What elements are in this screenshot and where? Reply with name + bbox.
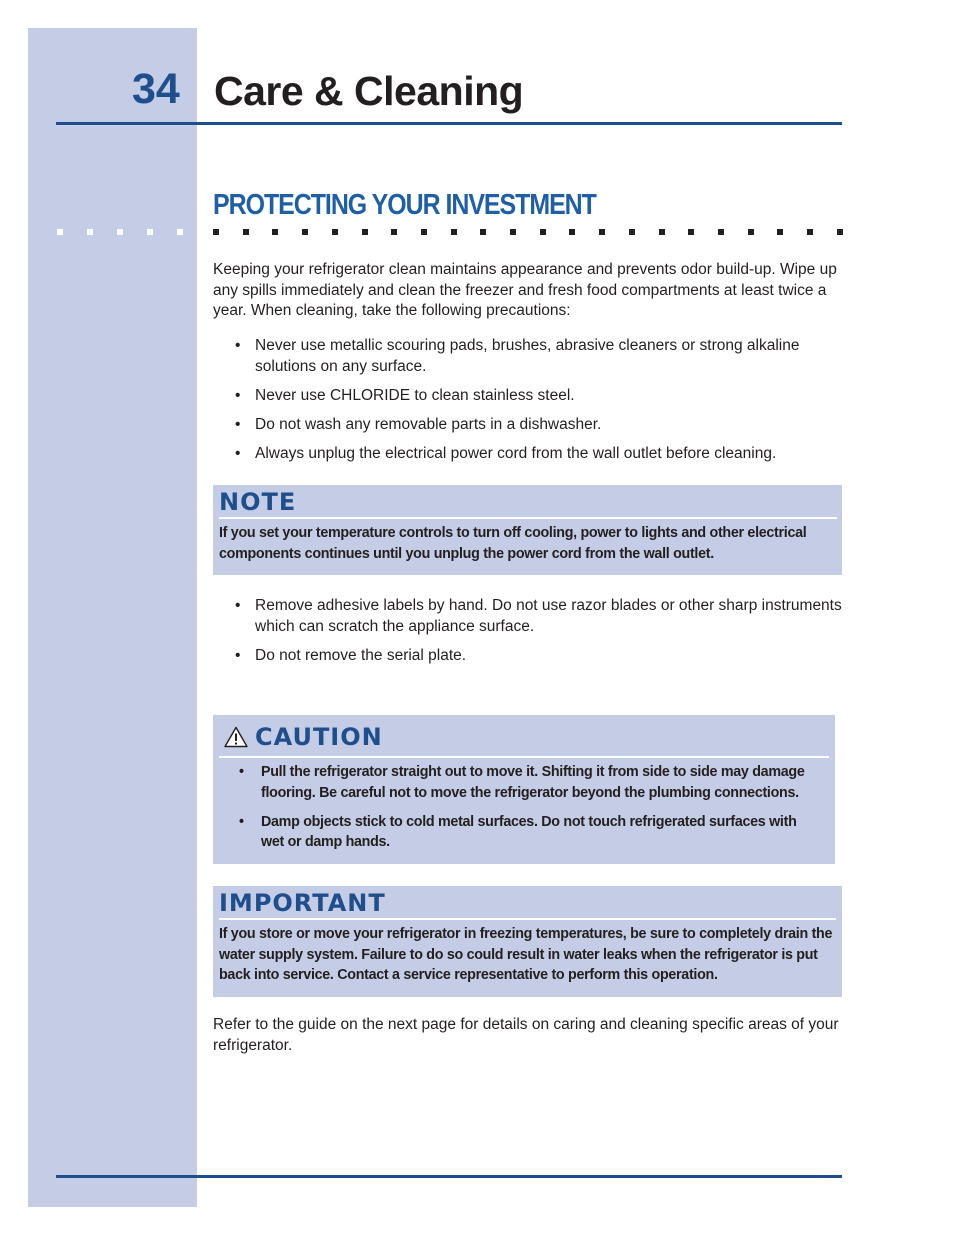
important-divider [219,918,836,920]
header-rule [56,122,842,125]
caution-title: CAUTION [255,723,383,751]
page-title: Care & Cleaning [214,68,524,114]
important-title: IMPORTANT [219,889,386,917]
outro-paragraph: Refer to the guide on the next page for details on caring and cleaning specific areas of your refrigerator. [213,1016,839,1054]
important-text: If you store or move your refrigerator in freezing temperatures, be sure to completely drain the water supply system. Failure to do so could result in water leaks when the refrigerator is put back into service. Contact a service representative to perform this operation. [219,926,833,983]
dotted-divider-left [57,229,183,235]
note-box [213,485,842,575]
note-title: NOTE [219,488,297,516]
side-band [28,28,197,1207]
caution-list [233,762,823,861]
dotted-divider [213,229,843,235]
list-item: • Do not remove the serial plate. [233,646,845,667]
list-item: • Never use metallic scouring pads, brushes, abrasive cleaners or strong alkaline solutions on any surface. [233,336,845,377]
precautions-list [233,336,845,473]
page-number: 34 [132,65,180,113]
warning-triangle-icon [224,726,248,748]
important-box [213,886,842,997]
footer-rule [56,1175,842,1178]
list-item: • Damp objects stick to cold metal surfaces. Do not touch refrigerated surfaces with wet or damp hands. [233,812,823,853]
list-item: • Do not wash any removable parts in a dishwasher. [233,415,845,436]
note-text: If you set your temperature controls to turn off cooling, power to lights and other electrical components continues until you unplug the power cord from the wall outlet. [219,525,807,562]
list-item: • Remove adhesive labels by hand. Do not use razor blades or other sharp instruments which can scratch the appliance surface. [233,596,845,637]
intro-paragraph: Keeping your refrigerator clean maintains appearance and prevents odor build-up. Wipe up any spills immediately and clean the freezer and fresh food compartments at least twice a year. When cleaning, take the following precautions: [213,261,837,319]
section-heading: PROTECTING YOUR INVESTMENT [213,189,596,221]
caution-divider [219,756,829,758]
list-item: • Always unplug the electrical power cord from the wall outlet before cleaning. [233,444,845,465]
list-item: • Never use CHLORIDE to clean stainless steel. [233,386,845,407]
precautions-more-list [233,596,845,675]
note-divider [219,517,837,519]
list-item: • Pull the refrigerator straight out to move it. Shifting it from side to side may damage flooring. Be careful not to move the refrigerator beyond the plumbing connections. [233,762,823,803]
caution-box [213,715,835,864]
